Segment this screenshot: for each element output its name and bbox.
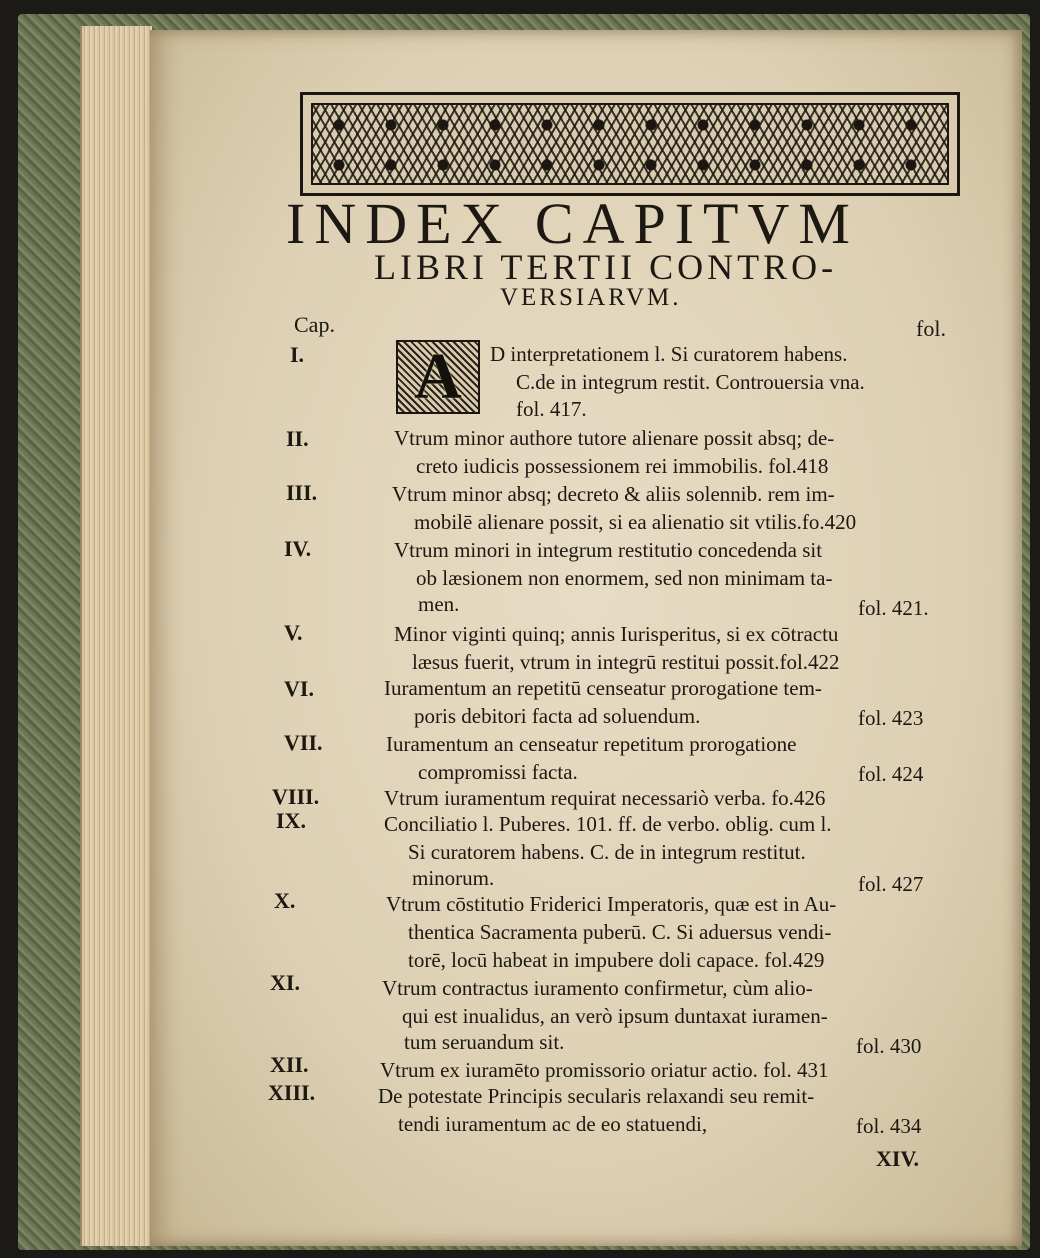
chapter-line: thentica Sacramenta puberū. C. Si aduersus vendi- xyxy=(408,920,832,944)
chapter-line: fol. 417. xyxy=(516,397,587,421)
ornamental-headpiece xyxy=(300,92,960,196)
chapter-line: Vtrum iuramentum requirat necessariò verba. fo.426 xyxy=(384,786,826,810)
decorated-initial: A xyxy=(396,340,480,414)
page-subtitle: LIBRI TERTII CONTRO- xyxy=(374,247,838,287)
chapter-line: ob læsionem non enormem, sed non minimam ta- xyxy=(416,566,833,590)
chapter-folio: fol. 427 xyxy=(858,872,924,896)
chapter-line: Vtrum cōstitutio Friderici Imperatoris, quæ est in Au- xyxy=(386,892,837,916)
chapter-line: C.de in integrum restit. Controuersia vna. xyxy=(516,370,865,394)
page-edges xyxy=(80,26,152,1246)
chapter-number: XII. xyxy=(270,1052,309,1077)
chapter-line: D interpretationem l. Si curatorem habens. xyxy=(490,342,848,366)
chapter-line: Si curatorem habens. C. de in integrum restitut. xyxy=(408,840,806,864)
chapter-line: Iuramentum an repetitū censeatur prorogatione tem- xyxy=(384,676,822,700)
chapter-line: Vtrum minori in integrum restitutio concedenda sit xyxy=(394,538,823,562)
chapter-number: XI. xyxy=(270,970,300,995)
chapter-line: Vtrum minor authore tutore alienare possit absq; de- xyxy=(394,426,835,450)
page-title: INDEX CAPITVM xyxy=(286,191,859,256)
chapter-number: IX. xyxy=(276,808,306,833)
chapter-folio: fol. 421. xyxy=(858,596,929,620)
chapter-number: V. xyxy=(284,620,303,645)
chapter-number: I. xyxy=(290,342,305,367)
chapter-line: De potestate Principis secularis relaxandi seu remit- xyxy=(378,1084,815,1108)
chapter-number: VIII. xyxy=(272,784,320,809)
chapter-line: Vtrum minor absq; decreto & aliis solennib. rem im- xyxy=(392,482,835,506)
chapter-line: poris debitori facta ad soluendum. xyxy=(414,704,701,728)
chapter-number: VI. xyxy=(284,676,314,701)
chapter-folio: fol. 430 xyxy=(856,1034,922,1058)
chapter-line: læsus fuerit, vtrum in integrū restitui possit.fol.422 xyxy=(412,650,840,674)
chapter-number: XIII. xyxy=(268,1080,316,1105)
chapter-folio: fol. 424 xyxy=(858,762,924,786)
chapter-line: creto iudicis possessionem rei immobilis. fol.418 xyxy=(416,454,829,478)
chapter-number: III. xyxy=(286,480,318,505)
chapter-number: VII. xyxy=(284,730,323,755)
chapter-number: II. xyxy=(286,426,309,451)
chapter-line: men. xyxy=(418,592,460,616)
chapter-line: Minor viginti quinq; annis Iurisperitus, si ex cōtractu xyxy=(394,622,839,646)
fol-header: fol. xyxy=(916,316,946,341)
cap-header: Cap. xyxy=(294,312,335,337)
chapter-line: compromissi facta. xyxy=(418,760,578,784)
page-subtitle-cont: VERSIARVM. xyxy=(500,284,682,311)
catchword: XIV. xyxy=(876,1146,920,1171)
chapter-line: torē, locū habeat in impubere doli capace. fol.429 xyxy=(408,948,825,972)
chapter-line: qui est inualidus, an verò ipsum duntaxat iuramen- xyxy=(402,1004,828,1028)
chapter-folio: fol. 423 xyxy=(858,706,924,730)
chapter-line: tendi iuramentum ac de eo statuendi, xyxy=(398,1112,708,1136)
chapter-line: Vtrum ex iuramēto promissorio oriatur actio. fol. 431 xyxy=(380,1058,829,1082)
chapter-folio: fol. 434 xyxy=(856,1114,922,1138)
chapter-line: mobilē alienare possit, si ea alienatio sit vtilis.fo.420 xyxy=(414,510,857,534)
chapter-line: Conciliatio l. Puberes. 101. ff. de verbo. oblig. cum l. xyxy=(384,812,832,836)
chapter-line: Iuramentum an censeatur repetitum prorogatione xyxy=(386,732,797,756)
chapter-line: minorum. xyxy=(412,866,495,890)
chapter-line: Vtrum contractus iuramento confirmetur, cùm alio- xyxy=(382,976,813,1000)
chapter-number: IV. xyxy=(284,536,312,561)
chapter-number: X. xyxy=(274,888,296,913)
chapter-line: tum seruandum sit. xyxy=(404,1030,565,1054)
